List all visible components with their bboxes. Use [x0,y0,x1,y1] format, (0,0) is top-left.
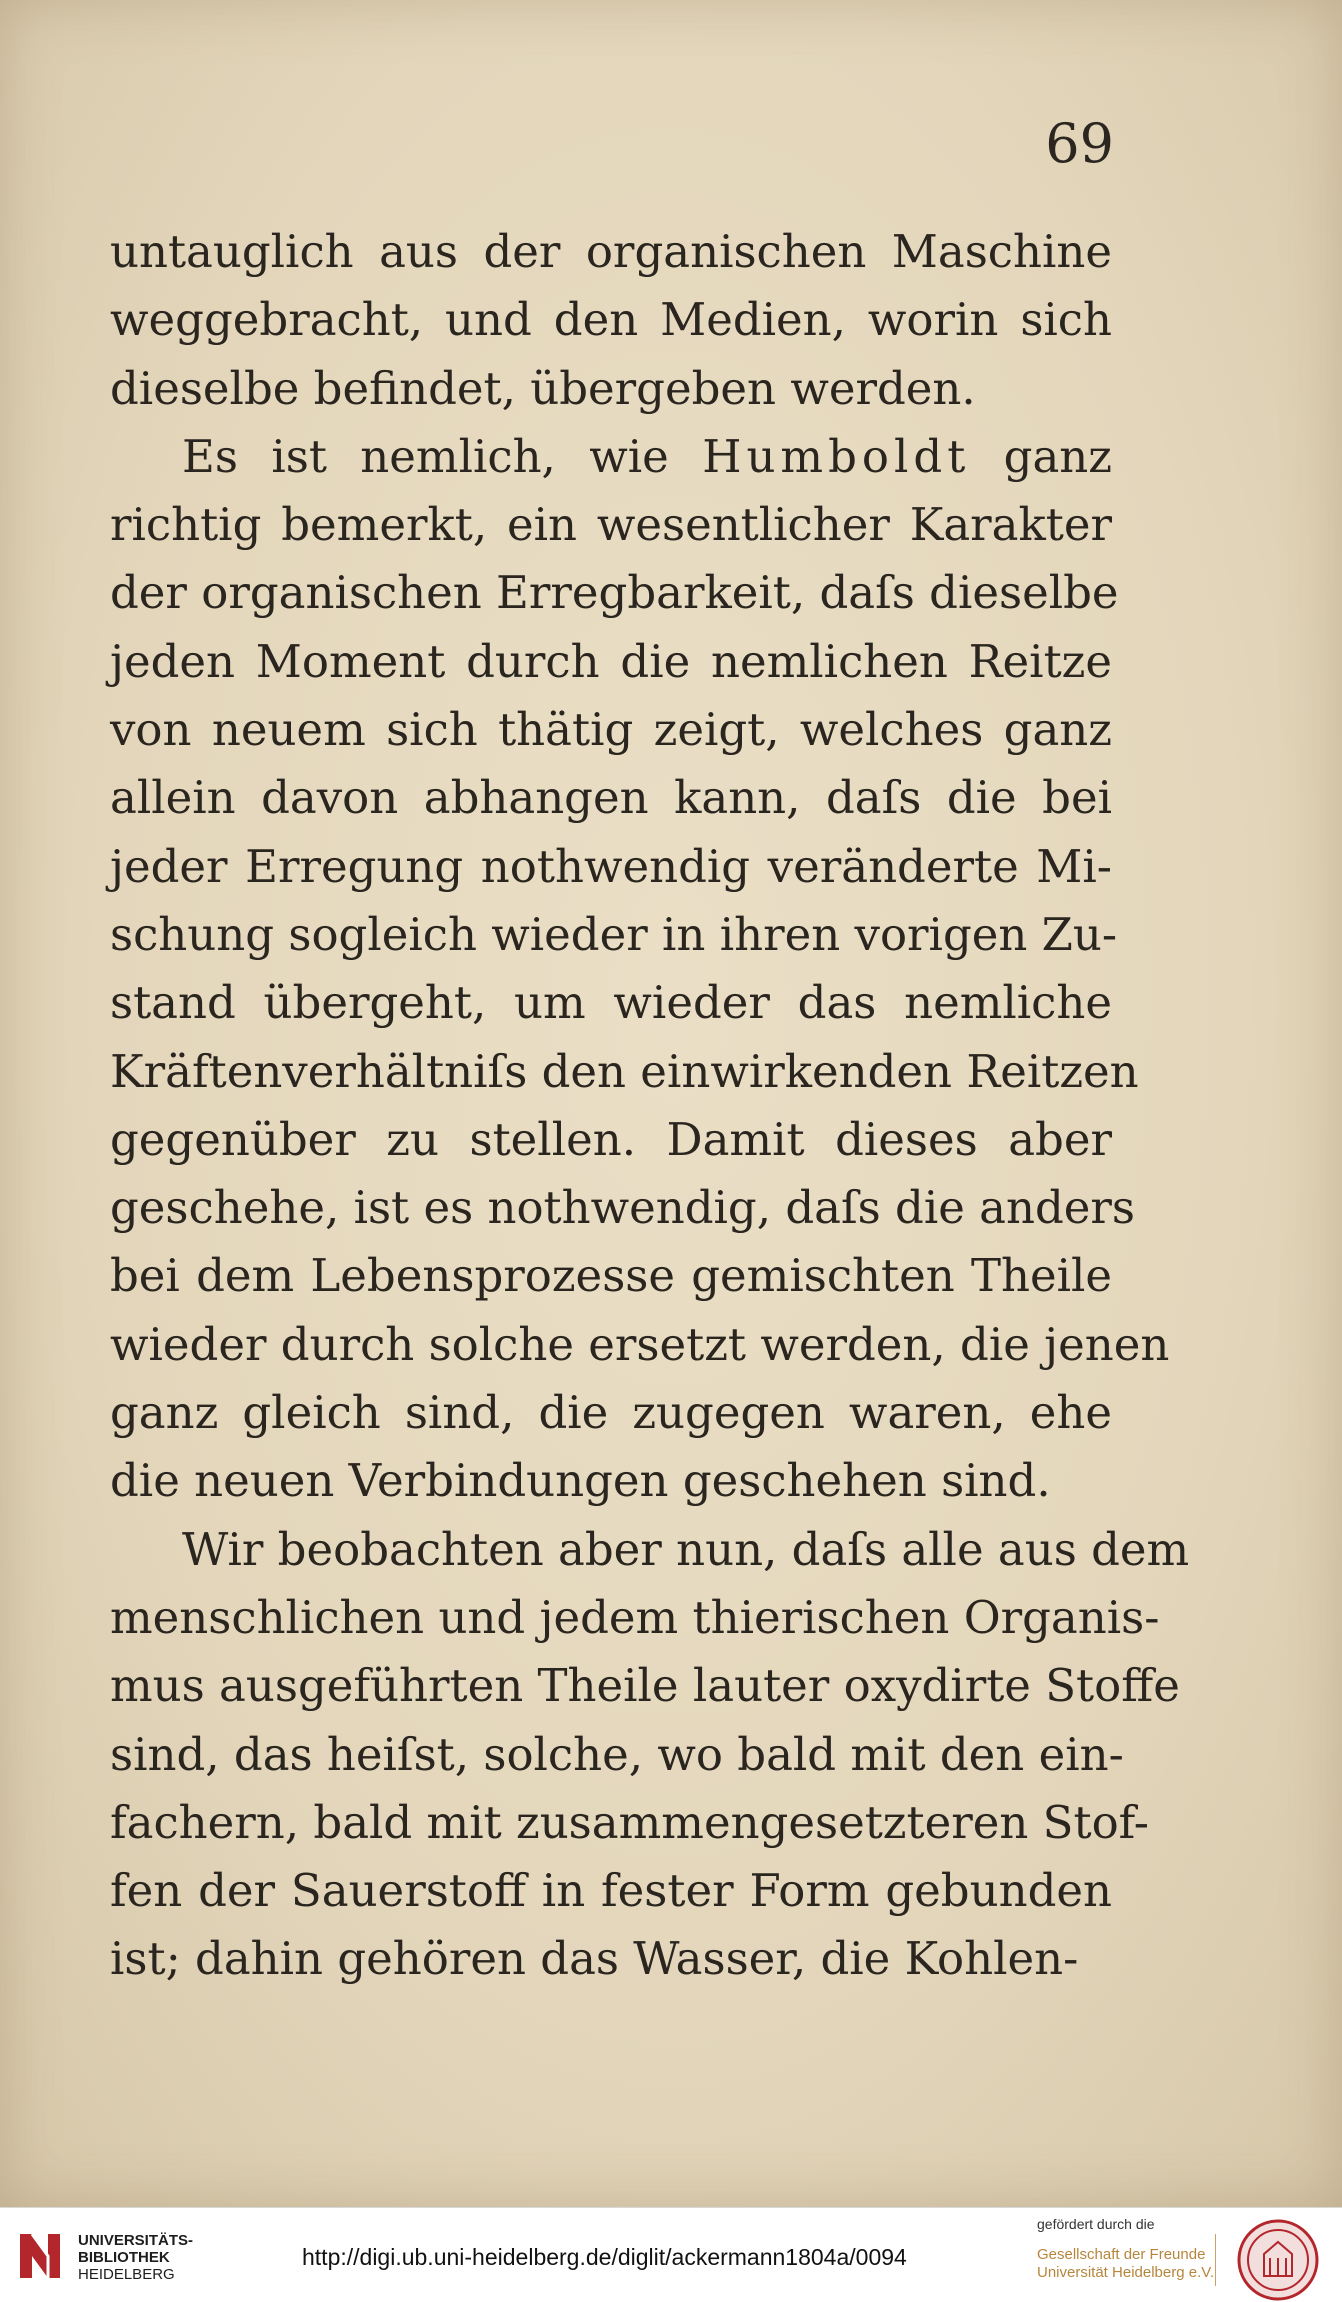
text-line: die neuen Verbindungen geschehen sind. [110,1454,1051,1508]
text-line: von neuem sich thätig zeigt, welches ganz [110,703,1112,757]
document-url[interactable]: http://digi.ub.uni-heidelberg.de/diglit/ackermann1804a/0094 [302,2244,907,2270]
text-line: stand übergeht, um wieder das nemliche [110,976,1112,1030]
text-line: geschehe, ist es nothwendig, daſs die anders [110,1181,1136,1235]
text-line: Kräftenverhältniſs den einwirkenden Reitzen [110,1044,1139,1098]
text-line: wieder durch solche ersetzt werden, die jenen [110,1317,1170,1371]
text-line: mus ausgeführten Theile lauter oxydirte Stoffe [110,1659,1180,1713]
text-line: richtig bemerkt, ein wesentlicher Karakter [110,498,1112,552]
text-line: bei dem Lebensprozesse gemischten Theile [110,1249,1112,1303]
text-line: schung sogleich wieder in ihren vorigen Zu- [110,907,1118,961]
text-line: der organischen Erregbarkeit, daſs dieselbe [110,566,1119,620]
text-line: jeder Erregung nothwendig veränderte Mi- [110,839,1112,893]
text-line: ganz gleich sind, die zugegen waren, ehe [110,1386,1112,1440]
sponsor-label: gefördert durch die [1037,2216,1155,2232]
society-name [1037,2246,1214,2282]
library-name-line: BIBLIOTHEK [78,2249,170,2266]
text-line: gegenüber zu stellen. Damit dieses aber [110,1112,1112,1166]
paragraph [110,1516,1190,1994]
text-line: fen der Sauerstoff in fester Form gebunden [110,1864,1112,1918]
text-line: fachern, bald mit zusammengesetzteren Stof- [110,1795,1149,1849]
footer-divider [1215,2234,1216,2286]
text-line: allein davon abhangen kann, daſs die bei [110,771,1112,825]
body-text [110,218,1190,1994]
society-name-line: Universität Heidelberg e.V. [1037,2264,1215,2281]
text-line: dieselbe befindet, übergeben werden. [110,361,976,415]
text-line: ist; dahin gehören das Wasser, die Kohlen- [110,1932,1079,1986]
footer-bar [0,2207,1342,2302]
text-line: Wir beobachten aber nun, daſs alle aus dem [182,1522,1190,1576]
text-line: untauglich aus der organischen Maschine [110,225,1112,278]
text-line: menschlichen und jedem thierischen Organis- [110,1590,1160,1644]
library-name [78,2232,193,2283]
text-line: weggebracht, und den Medien, worin sich [110,293,1112,347]
library-name-line: HEIDELBERG [78,2266,175,2283]
university-seal-icon [1236,2218,1320,2302]
text-line: sind, das heiſst, solche, wo bald mit den ein- [110,1727,1124,1781]
library-logo-icon [12,2228,68,2284]
society-name-line: Gesellschaft der Freunde [1037,2246,1206,2263]
text-line: jeden Moment durch die nemlichen Reitze [110,634,1112,688]
text-line: Es ist nemlich, wie Humboldt ganz [182,429,1113,483]
paragraph [110,218,1112,423]
paragraph [110,423,1170,1516]
page-number: 69 [1045,112,1114,175]
library-name-line: UNIVERSITÄTS- [78,2232,194,2249]
